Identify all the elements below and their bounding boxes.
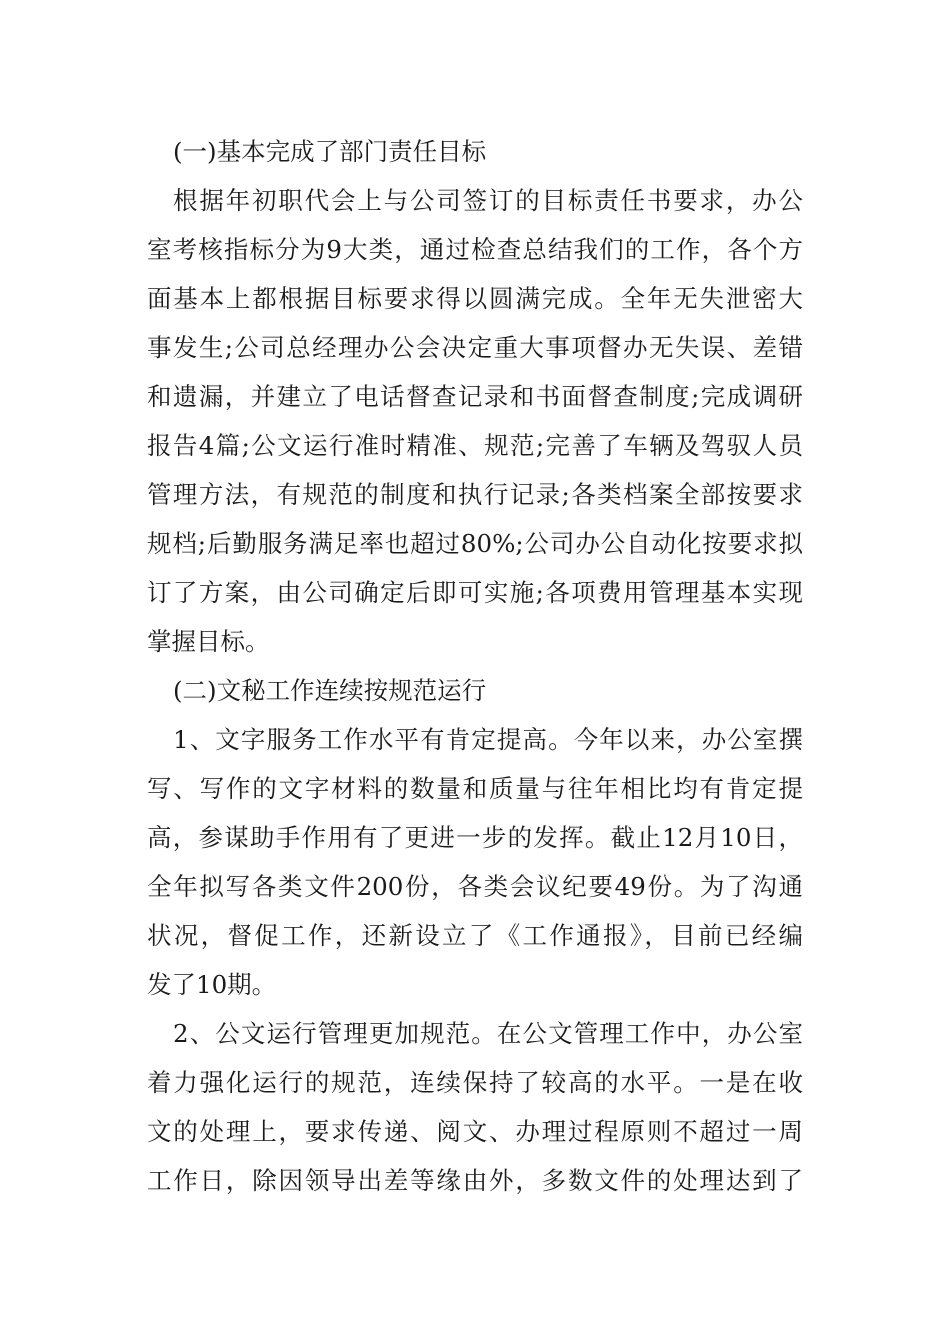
paragraph-line: 1、文字服务工作水平有肯定提高。今年以来，办公室撰: [173, 725, 803, 754]
paragraph-line: 根据年初职代会上与公司签订的目标责任书要求，办公: [173, 186, 803, 215]
paragraph-line: 事发生;公司总经理办公会决定重大事项督办无失误、差错: [147, 333, 803, 362]
document-body: [147, 127, 807, 1205]
paragraph-line: 订了方案，由公司确定后即可实施;各项费用管理基本实现: [147, 578, 803, 607]
section-heading: (二)文秘工作连续按规范运行: [173, 676, 487, 705]
paragraph-line: 发了10期。: [147, 970, 277, 999]
paragraph-line: 全年拟写各类文件200份，各类会议纪要49份。为了沟通: [147, 872, 803, 901]
paragraph-line: 面基本上都根据目标要求得以圆满完成。全年无失泄密大: [147, 284, 803, 313]
paragraph-line: 和遗漏，并建立了电话督查记录和书面督查制度;完成调研: [147, 382, 803, 411]
paragraph-line: 室考核指标分为9大类，通过检查总结我们的工作，各个方: [147, 235, 803, 264]
paragraph-line: 写、写作的文字材料的数量和质量与往年相比均有肯定提: [147, 774, 803, 803]
paragraph-line: 掌握目标。: [147, 627, 270, 656]
paragraph-line: 规档;后勤服务满足率也超过80%;公司办公自动化按要求拟: [147, 529, 803, 558]
section-heading: (一)基本完成了部门责任目标: [173, 137, 487, 166]
paragraph-line: 报告4篇;公文运行准时精准、规范;完善了车辆及驾驭人员: [147, 431, 803, 460]
paragraph-line: 着力强化运行的规范，连续保持了较高的水平。一是在收: [147, 1068, 803, 1097]
paragraph-line: 文的处理上，要求传递、阅文、办理过程原则不超过一周: [147, 1117, 803, 1146]
paragraph-line: 管理方法，有规范的制度和执行记录;各类档案全部按要求: [147, 480, 803, 509]
paragraph-line: 工作日，除因领导出差等缘由外，多数文件的处理达到了: [147, 1166, 803, 1195]
paragraph-line: 2、公文运行管理更加规范。在公文管理工作中，办公室: [173, 1019, 803, 1048]
paragraph-line: 状况，督促工作，还新设立了《工作通报》，目前已经编: [147, 921, 803, 950]
paragraph-line: 高，参谋助手作用有了更进一步的发挥。截止12月10日，: [147, 823, 803, 852]
